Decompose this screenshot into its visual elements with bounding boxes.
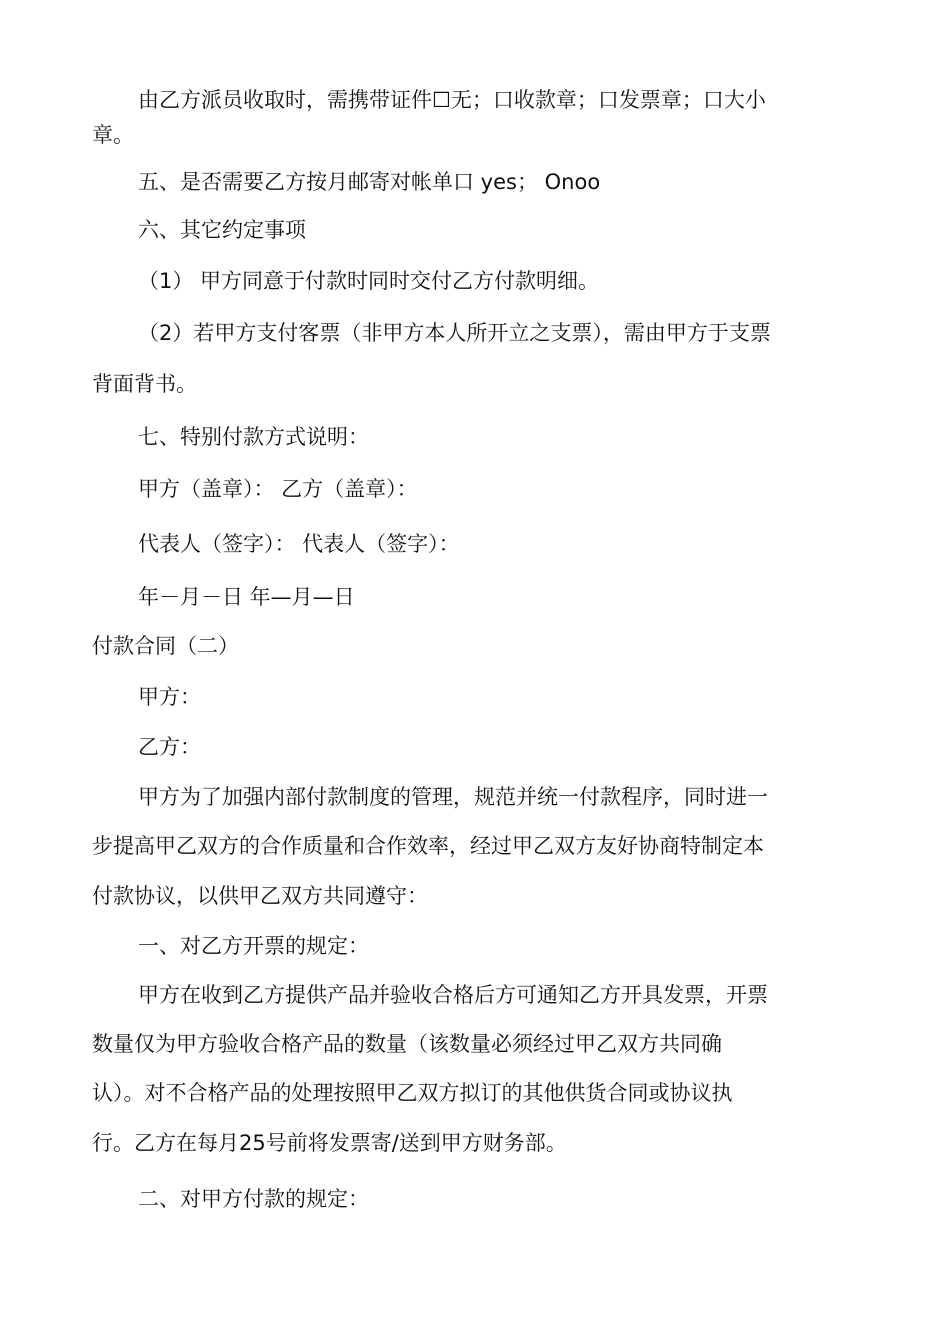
line-party-b: 乙方： [138, 735, 201, 759]
paragraph-invoice-4: 行。乙方在每月25号前将发票寄/送到甲方财务部。 [92, 1131, 567, 1155]
line-item-6: 六、其它约定事项 [138, 218, 306, 242]
line-item-6-1: （1） 甲方同意于付款时同时交付乙方付款明细。 [138, 269, 600, 293]
paragraph-invoice-2: 数量仅为甲方验收合格产品的数量（该数量必须经过甲乙双方共同确 [92, 1032, 722, 1056]
paragraph-intro-2: 步提高甲乙双方的合作质量和合作效率，经过甲乙双方友好协商特制定本 [92, 834, 764, 858]
line-item-5: 五、是否需要乙方按月邮寄对帐单口 yes； Onoo [138, 170, 601, 194]
line-date: 年－月－日 年—月—日 [138, 585, 355, 609]
line-item-7: 七、特别付款方式说明： [138, 425, 369, 449]
line-item-6-2-cont: 背面背书。 [92, 372, 197, 396]
line-signature: 代表人（签字）： 代表人（签字）： [138, 532, 460, 556]
section-title: 付款合同（二） [92, 634, 239, 658]
paragraph-intro-1: 甲方为了加强内部付款制度的管理，规范并统一付款程序，同时进一 [138, 785, 768, 809]
line-collection-id-cont: 章。 [92, 123, 134, 147]
line-seal: 甲方（盖章）： 乙方（盖章）： [138, 477, 418, 501]
line-party-a: 甲方： [138, 685, 201, 709]
paragraph-invoice-3: 认）。对不合格产品的处理按照甲乙双方拟订的其他供货合同或协议执 [92, 1081, 733, 1105]
heading-payment-rules: 二、对甲方付款的规定： [138, 1187, 369, 1211]
heading-invoice-rules: 一、对乙方开票的规定： [138, 934, 369, 958]
paragraph-intro-3: 付款协议，以供甲乙双方共同遵守： [92, 884, 428, 908]
line-item-6-2: （2）若甲方支付客票（非甲方本人所开立之支票），需由甲方于支票 [138, 321, 771, 345]
paragraph-invoice-1: 甲方在收到乙方提供产品并验收合格后方可通知乙方开具发票，开票 [138, 983, 768, 1007]
line-collection-id: 由乙方派员收取时，需携带证件☐无；口收款章；口发票章；口大小 [138, 88, 766, 112]
